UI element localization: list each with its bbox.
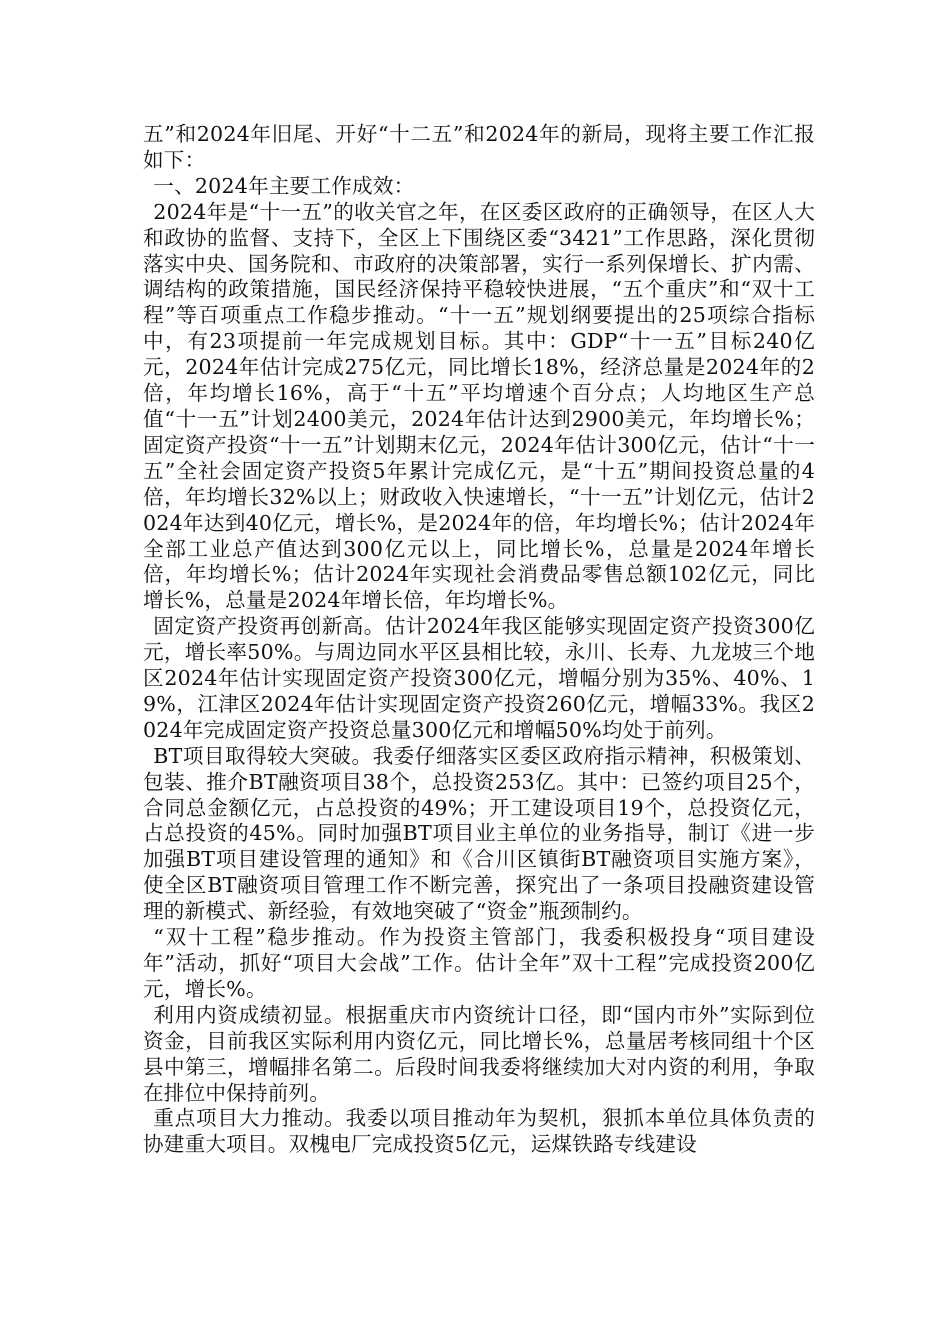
domestic-capital-paragraph: 利用内资成绩初显。根据重庆市内资统计口径，即“国内市外”实际到位资金，目前我区实际利用内资亿元，同比增长%，总量居考核同组十个区县中第三，增幅排名第二。后段时间我委将继续加大对内资的利用，争取在排位中保持前列。 bbox=[143, 1002, 815, 1105]
fixed-asset-paragraph: 固定资产投资再创新高。估计2024年我区能够实现固定资产投资300亿元，增长率50%。与周边同水平区县相比较，永川、长寿、九龙坡三个地区2024年估计实现固定资产投资300亿元，增幅分别为35%、40%、19%，江津区2024年估计实现固定资产投资260亿元，增幅33%。我区2024年完成固定资产投资总量300亿元和增幅50%均处于前列。 bbox=[143, 614, 815, 742]
section-heading: 一、2024年主要工作成效： bbox=[153, 173, 415, 198]
key-projects-paragraph: 重点项目大力推动。我委以项目推动年为契机，狠抓本单位具体负责的协建重大项目。双槐电厂完成投资5亿元，运煤铁路专线建设 bbox=[143, 1106, 815, 1157]
document-body bbox=[143, 122, 815, 1158]
bt-project-paragraph: BT项目取得较大突破。我委仔细落实区委区政府指示精神，积极策划、包装、推介BT融资项目38个，总投资253亿。其中：已签约项目25个，合同总金额亿元，占总投资的49%；开工建设项目19个，总投资亿元，占总投资的45%。同时加强BT项目业主单位的业务指导，制订《进一步加强BT项目建设管理的通知》和《合川区镇街BT融资项目实施方案》，使全区BT融资项目管理工作不断完善，探究出了一条项目投融资建设管理的新模式、新经验，有效地突破了“资金”瓶颈制约。 bbox=[143, 743, 815, 924]
summary-paragraph: 2024年是“十一五”的收关官之年，在区委区政府的正确领导，在区人大和政协的监督、支持下，全区上下围绕区委“3421”工作思路，深化贯彻落实中央、国务院和、市政府的决策部署，实行一系列保增长、扩内需、调结构的政策措施，国民经济保持平稳较快进展，“五个重庆”和“双十工程”等百项重点工作稳步推动。“十一五”规划纲要提出的25项综合指标中，有23项提前一年完成规划目标。其中：GDP“十一五”目标240亿元，2024年估计完成275亿元，同比增长18%，经济总量是2024年的2倍，年均增长16%，高于“十五”平均增速个百分点；人均地区生产总值“十一五”计划2400美元，2024年估计达到2900美元，年均增长%；固定资产投资“十一五”计划期末亿元，2024年估计300亿元，估计“十一五”全社会固定资产投资5年累计完成亿元，是“十五”期间投资总量的4倍，年均增长32%以上；财政收入快速增长，“十一五”计划亿元，估计2024年达到40亿元，增长%，是2024年的倍，年均增长%；估计2024年全部工业总产值达到300亿元以上，同比增长%，总量是2024年增长倍，年均增长%；估计2024年实现社会消费品零售总额102亿元，同比增长%，总量是2024年增长倍，年均增长%。 bbox=[143, 199, 815, 613]
double-ten-paragraph: “双十工程”稳步推动。作为投资主管部门，我委积极投身“项目建设年”活动，抓好“项目大会战”工作。估计全年”双十工程”完成投资200亿元，增长%。 bbox=[143, 925, 815, 1001]
intro-paragraph: 五”和2024年旧尾、开好“十二五”和2024年的新局，现将主要工作汇报如下： bbox=[143, 122, 815, 172]
